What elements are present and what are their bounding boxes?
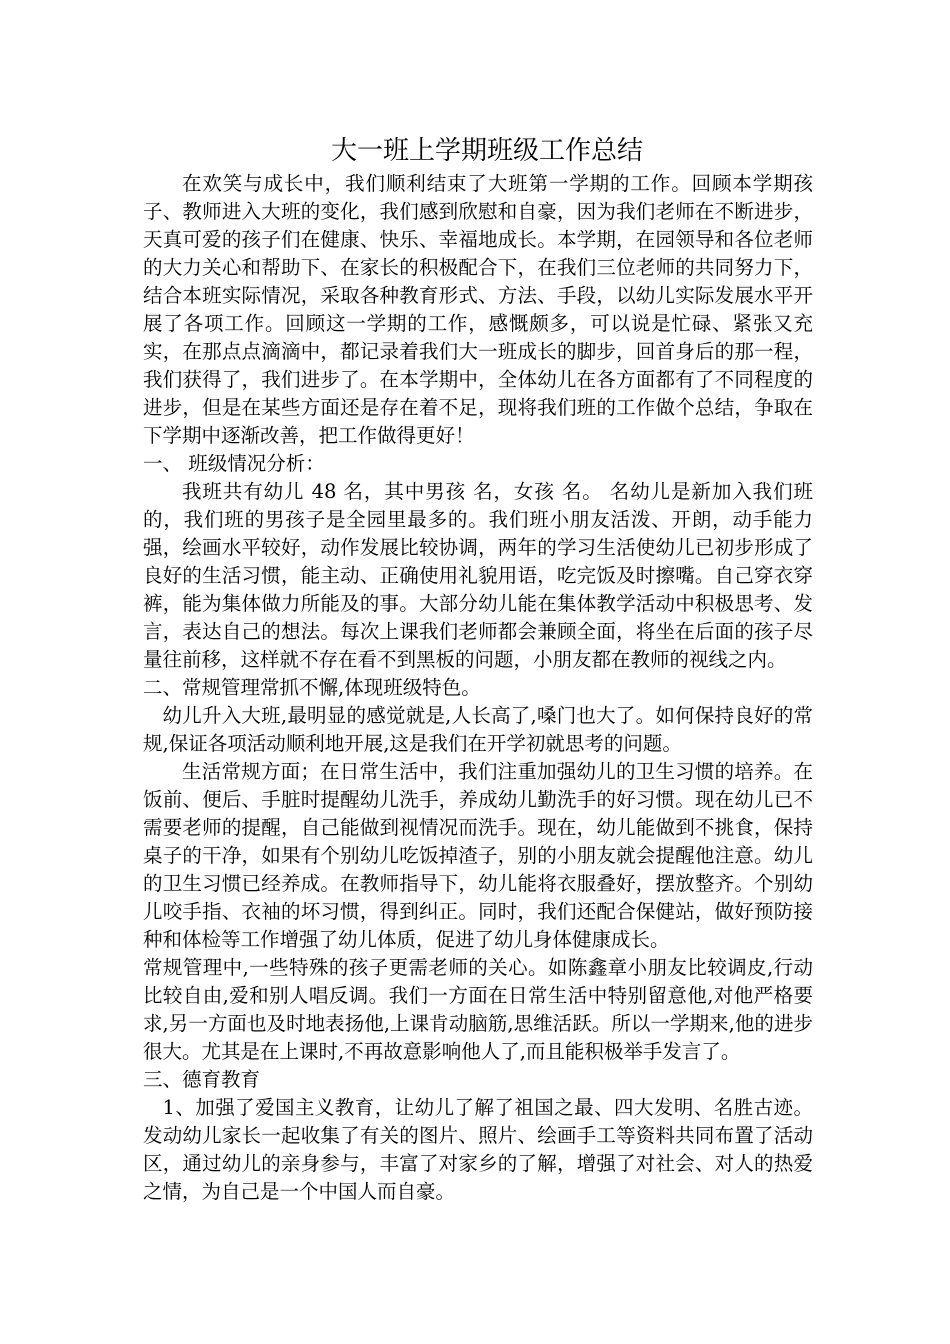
section1-heading: 一、 班级情况分析：	[143, 452, 325, 475]
section2-paragraph-3: 常规管理中,一些特殊的孩子更需老师的关心。如陈鑫章小朋友比较调皮,行动比较自由,爱和别人唱反调。我们一方面在日常生活中特别留意他,对他严格要求,另一方面也及时地表扬他,上课肯动脑筋,思维活跃。所以一学期来,他的进步很大。尤其是在上课时,不再故意影响他人了,而且能积极举手发言了。	[143, 956, 813, 1063]
section3-paragraph-1: 1、加强了爱国主义教育，让幼儿了解了祖国之最、四大发明、名胜古迹。发动幼儿家长一起收集了有关的图片、照片、绘画手工等资料共同布置了活动区，通过幼儿的亲身参与，丰富了对家乡的了解，增强了对社会、对人的热爱之情，为自己是一个中国人而自豪。	[143, 1096, 813, 1203]
section2-paragraph-2: 生活常规方面；在日常生活中，我们注重加强幼儿的卫生习惯的培养。在饭前、便后、手脏时提醒幼儿洗手，养成幼儿勤洗手的好习惯。现在幼儿已不需要老师的提醒，自己能做到视情况而洗手。现在，幼儿能做到不挑食，保持桌子的干净，如果有个别幼儿吃饭掉渣子，别的小朋友就会提醒他注意。幼儿的卫生习惯已经养成。在教师指导下，幼儿能将衣服叠好，摆放整齐。个别幼儿咬手指、衣袖的坏习惯，得到纠正。同时，我们还配合保健站，做好预防接种和体检等工作增强了幼儿体质，促进了幼儿身体健康成长。	[143, 760, 813, 951]
document-page	[143, 132, 813, 1206]
section1-paragraph: 我班共有幼儿 48 名，其中男孩 名，女孩 名。 名幼儿是新加入我们班的，我们班的男孩子是全园里最多的。我们班小朋友活泼、开朗，动手能力强，绘画水平较好，动作发展比较协调，两年的学习生活使幼儿已初步形成了良好的生活习惯，能主动、正确使用礼貌用语，吃完饭及时擦嘴。自己穿衣穿裤，能为集体做力所能及的事。大部分幼儿能在集体教学活动中积极思考、发言，表达自己的想法。每次上课我们老师都会兼顾全面，将坐在后面的孩子尽量往前移，这样就不存在看不到黑板的问题，小朋友都在教师的视线之内。	[143, 480, 813, 671]
section2-paragraph-1: 幼儿升入大班,最明显的感觉就是,人长高了,嗓门也大了。如何保持良好的常规,保证各项活动顺利地开展,这是我们在开学初就思考的问题。	[143, 704, 813, 755]
section3-heading: 三、德育教育	[143, 1068, 261, 1091]
section2-heading: 二、常规管理常抓不懈,体现班级特色。	[143, 676, 481, 699]
intro-paragraph: 在欢笑与成长中，我们顺利结束了大班第一学期的工作。回顾本学期孩子、教师进入大班的变化，我们感到欣慰和自豪，因为我们老师在不断进步，天真可爱的孩子们在健康、快乐、幸福地成长。本学期，在园领导和各位老师的大力关心和帮助下、在家长的积极配合下，在我们三位老师的共同努力下，结合本班实际情况，采取各种教育形式、方法、手段，以幼儿实际发展水平开展了各项工作。回顾这一学期的工作，感慨颇多，可以说是忙碌、紧张又充实，在那点点滴滴中，都记录着我们大一班成长的脚步，回首身后的那一程，我们获得了，我们进步了。在本学期中，全体幼儿在各方面都有了不同程度的进步，但是在某些方面还是存在着不足，现将我们班的工作做个总结，争取在下学期中逐渐改善，把工作做得更好！	[143, 172, 813, 447]
document-title: 大一班上学期班级工作总结	[330, 136, 643, 166]
